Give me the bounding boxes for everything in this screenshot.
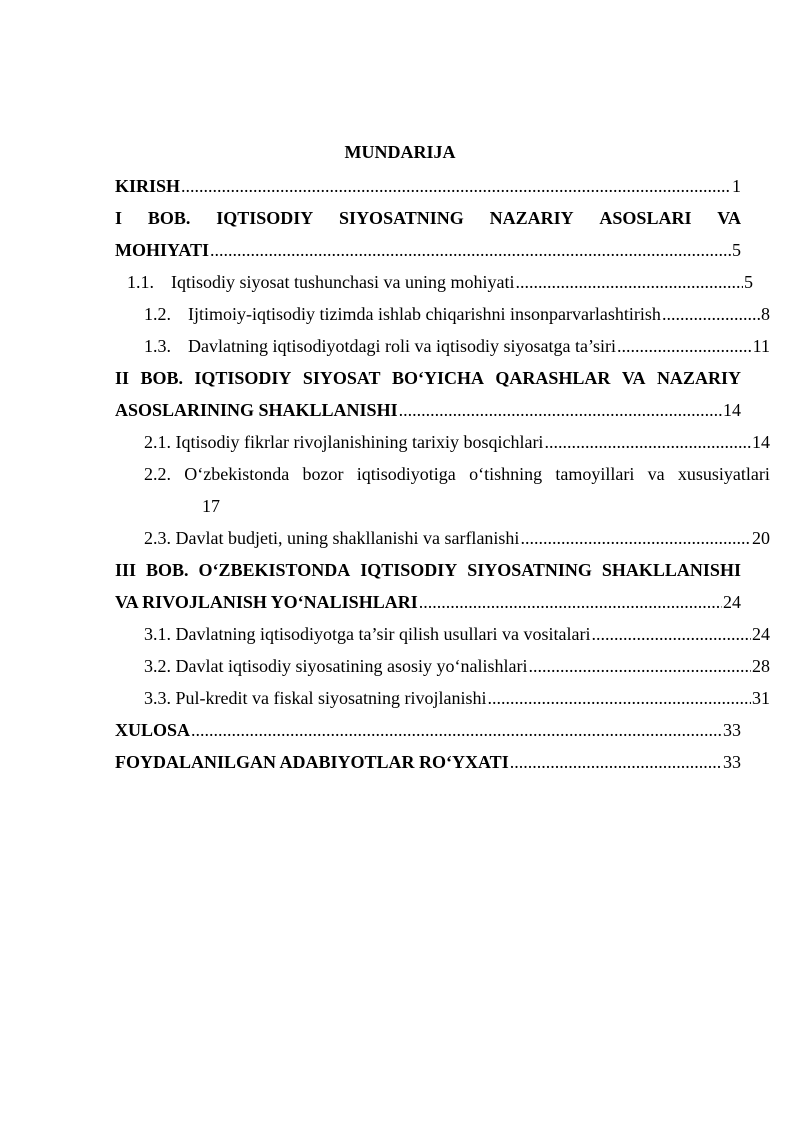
toc-entry-adabiyotlar [115,746,741,778]
heading-word: I [115,208,123,228]
dot-leader [617,330,752,362]
heading-word: III [115,560,137,580]
heading-word: BOB. [146,560,189,580]
toc-page-number: 28 [752,656,770,676]
toc-entry-1-3 [115,330,770,362]
heading-word: O‘ZBEKISTONDA [198,560,351,580]
toc-entry-xulosa [115,714,741,746]
toc-page-number: 17 [202,496,220,516]
toc-page-number: 24 [752,624,770,644]
section-number: 1.3. [144,336,171,356]
toc-entry-title: MOHIYATI [115,240,210,260]
title-word: va [647,464,665,484]
toc-entry-title: FOYDALANILGAN ADABIYOTLAR RO‘YXATI [115,752,509,772]
toc-page-number: 5 [732,240,741,260]
dot-leader [544,426,751,458]
title-word: 2.2. [144,464,171,484]
toc-entry-title: 3.1. Davlatning iqtisodiyotga ta’sir qilish usullari va vositalari [144,624,591,644]
dot-leader [419,586,722,618]
toc-entry-title [127,266,514,298]
dot-leader [510,746,722,778]
toc-entry-title: VA RIVOJLANISH YO‘NALISHLARI [115,592,418,612]
dot-leader [520,522,751,554]
toc-entry-kirish [115,170,741,202]
heading-word: SHAKLLANISHI [601,560,741,580]
toc-page-number: 24 [723,592,741,612]
heading-word: BOB. [147,208,191,228]
section-title: Ijtimoiy-iqtisodiy tizimda ishlab chiqarishni insonparvarlashtirish [188,304,661,324]
section-number: 1.2. [144,304,171,324]
section-title: Davlatning iqtisodiyotdagi roli va iqtisodiy siyosatga ta’siri [188,336,616,356]
toc-entry-bob1-line1 [115,202,741,234]
heading-word: SIYOSAT [302,368,381,388]
toc-entry-title: 2.1. Iqtisodiy fikrlar rivojlanishining tarixiy bosqichlari [144,432,544,452]
toc-page-number: 11 [752,336,770,356]
title-word: O‘zbekistonda [184,464,290,484]
heading-word: BOB. [140,368,183,388]
toc-entry-1-2 [115,298,770,330]
toc-entry-2-2-line2 [115,490,800,522]
toc-entry-3-1 [115,618,770,650]
toc-entry-title: KIRISH [115,176,181,196]
heading-word: QARASHLAR [495,368,611,388]
toc-entry-3-2 [115,650,770,682]
table-of-contents [115,170,770,778]
toc-entry-2-2-line1 [115,458,770,490]
dot-leader [515,266,743,298]
toc-entry-bob2-line1 [115,362,741,394]
dot-leader [191,714,722,746]
toc-entry-title: 3.2. Davlat iqtisodiy siyosatining asosiy yo‘nalishlari [144,656,528,676]
toc-entry-title: ASOSLARINING SHAKLLANISHI [115,400,398,420]
dot-leader [591,618,751,650]
toc-page-number: 33 [723,752,741,772]
toc-entry-1-1 [115,266,753,298]
toc-entry-bob1-line2 [115,234,741,266]
toc-page-number: 33 [723,720,741,740]
heading-word: IQTISODIY [360,560,458,580]
dot-leader [487,682,751,714]
toc-page-number: 14 [752,432,770,452]
toc-entry-title [144,330,616,362]
heading-word: II [115,368,130,388]
toc-page-number: 8 [761,304,770,324]
toc-page-number: 14 [723,400,741,420]
section-number: 1.1. [127,272,154,292]
toc-entry-3-3 [115,682,770,714]
heading-word: SIYOSATNING [467,560,592,580]
toc-entry-bob3-line2 [115,586,741,618]
title-word: o‘tishning [469,464,543,484]
title-word: iqtisodiyotiga [356,464,456,484]
toc-entry-title: 2.3. Davlat budjeti, uning shakllanishi va sarflanishi [144,528,520,548]
toc-entry-title [144,298,661,330]
heading-word: NAZARIY [489,208,574,228]
toc-entry-bob2-line2 [115,394,741,426]
heading-word: IQTISODIY [216,208,314,228]
toc-page-number: 1 [732,176,741,196]
title-word: xususiyatlari [677,464,770,484]
toc-entry-bob3-line1 [115,554,741,586]
heading-word: VA [621,368,646,388]
toc-page-number: 5 [744,272,753,292]
dot-leader [399,394,722,426]
page-title: MUNDARIJA [344,142,456,162]
toc-entry-title: 3.3. Pul-kredit va fiskal siyosatning rivojlanishi [144,688,487,708]
dot-leader [181,170,731,202]
dot-leader [528,650,751,682]
toc-page-number: 20 [752,528,770,548]
heading-word: NAZARIY [656,368,741,388]
title-word: bozor [302,464,344,484]
heading-word: IQTISODIY [194,368,292,388]
heading-word: BO‘YICHA [391,368,484,388]
toc-entry-2-1 [115,426,770,458]
heading-word: SIYOSATNING [339,208,464,228]
section-title: Iqtisodiy siyosat tushunchasi va uning mohiyati [171,272,515,292]
heading-word: VA [717,208,741,228]
title-word: tamoyillari [555,464,635,484]
toc-entry-2-3 [115,522,770,554]
toc-entry-title: XULOSA [115,720,191,740]
toc-page-number: 31 [752,688,770,708]
dot-leader [210,234,731,266]
dot-leader [662,298,760,330]
heading-word: ASOSLARI [599,208,692,228]
